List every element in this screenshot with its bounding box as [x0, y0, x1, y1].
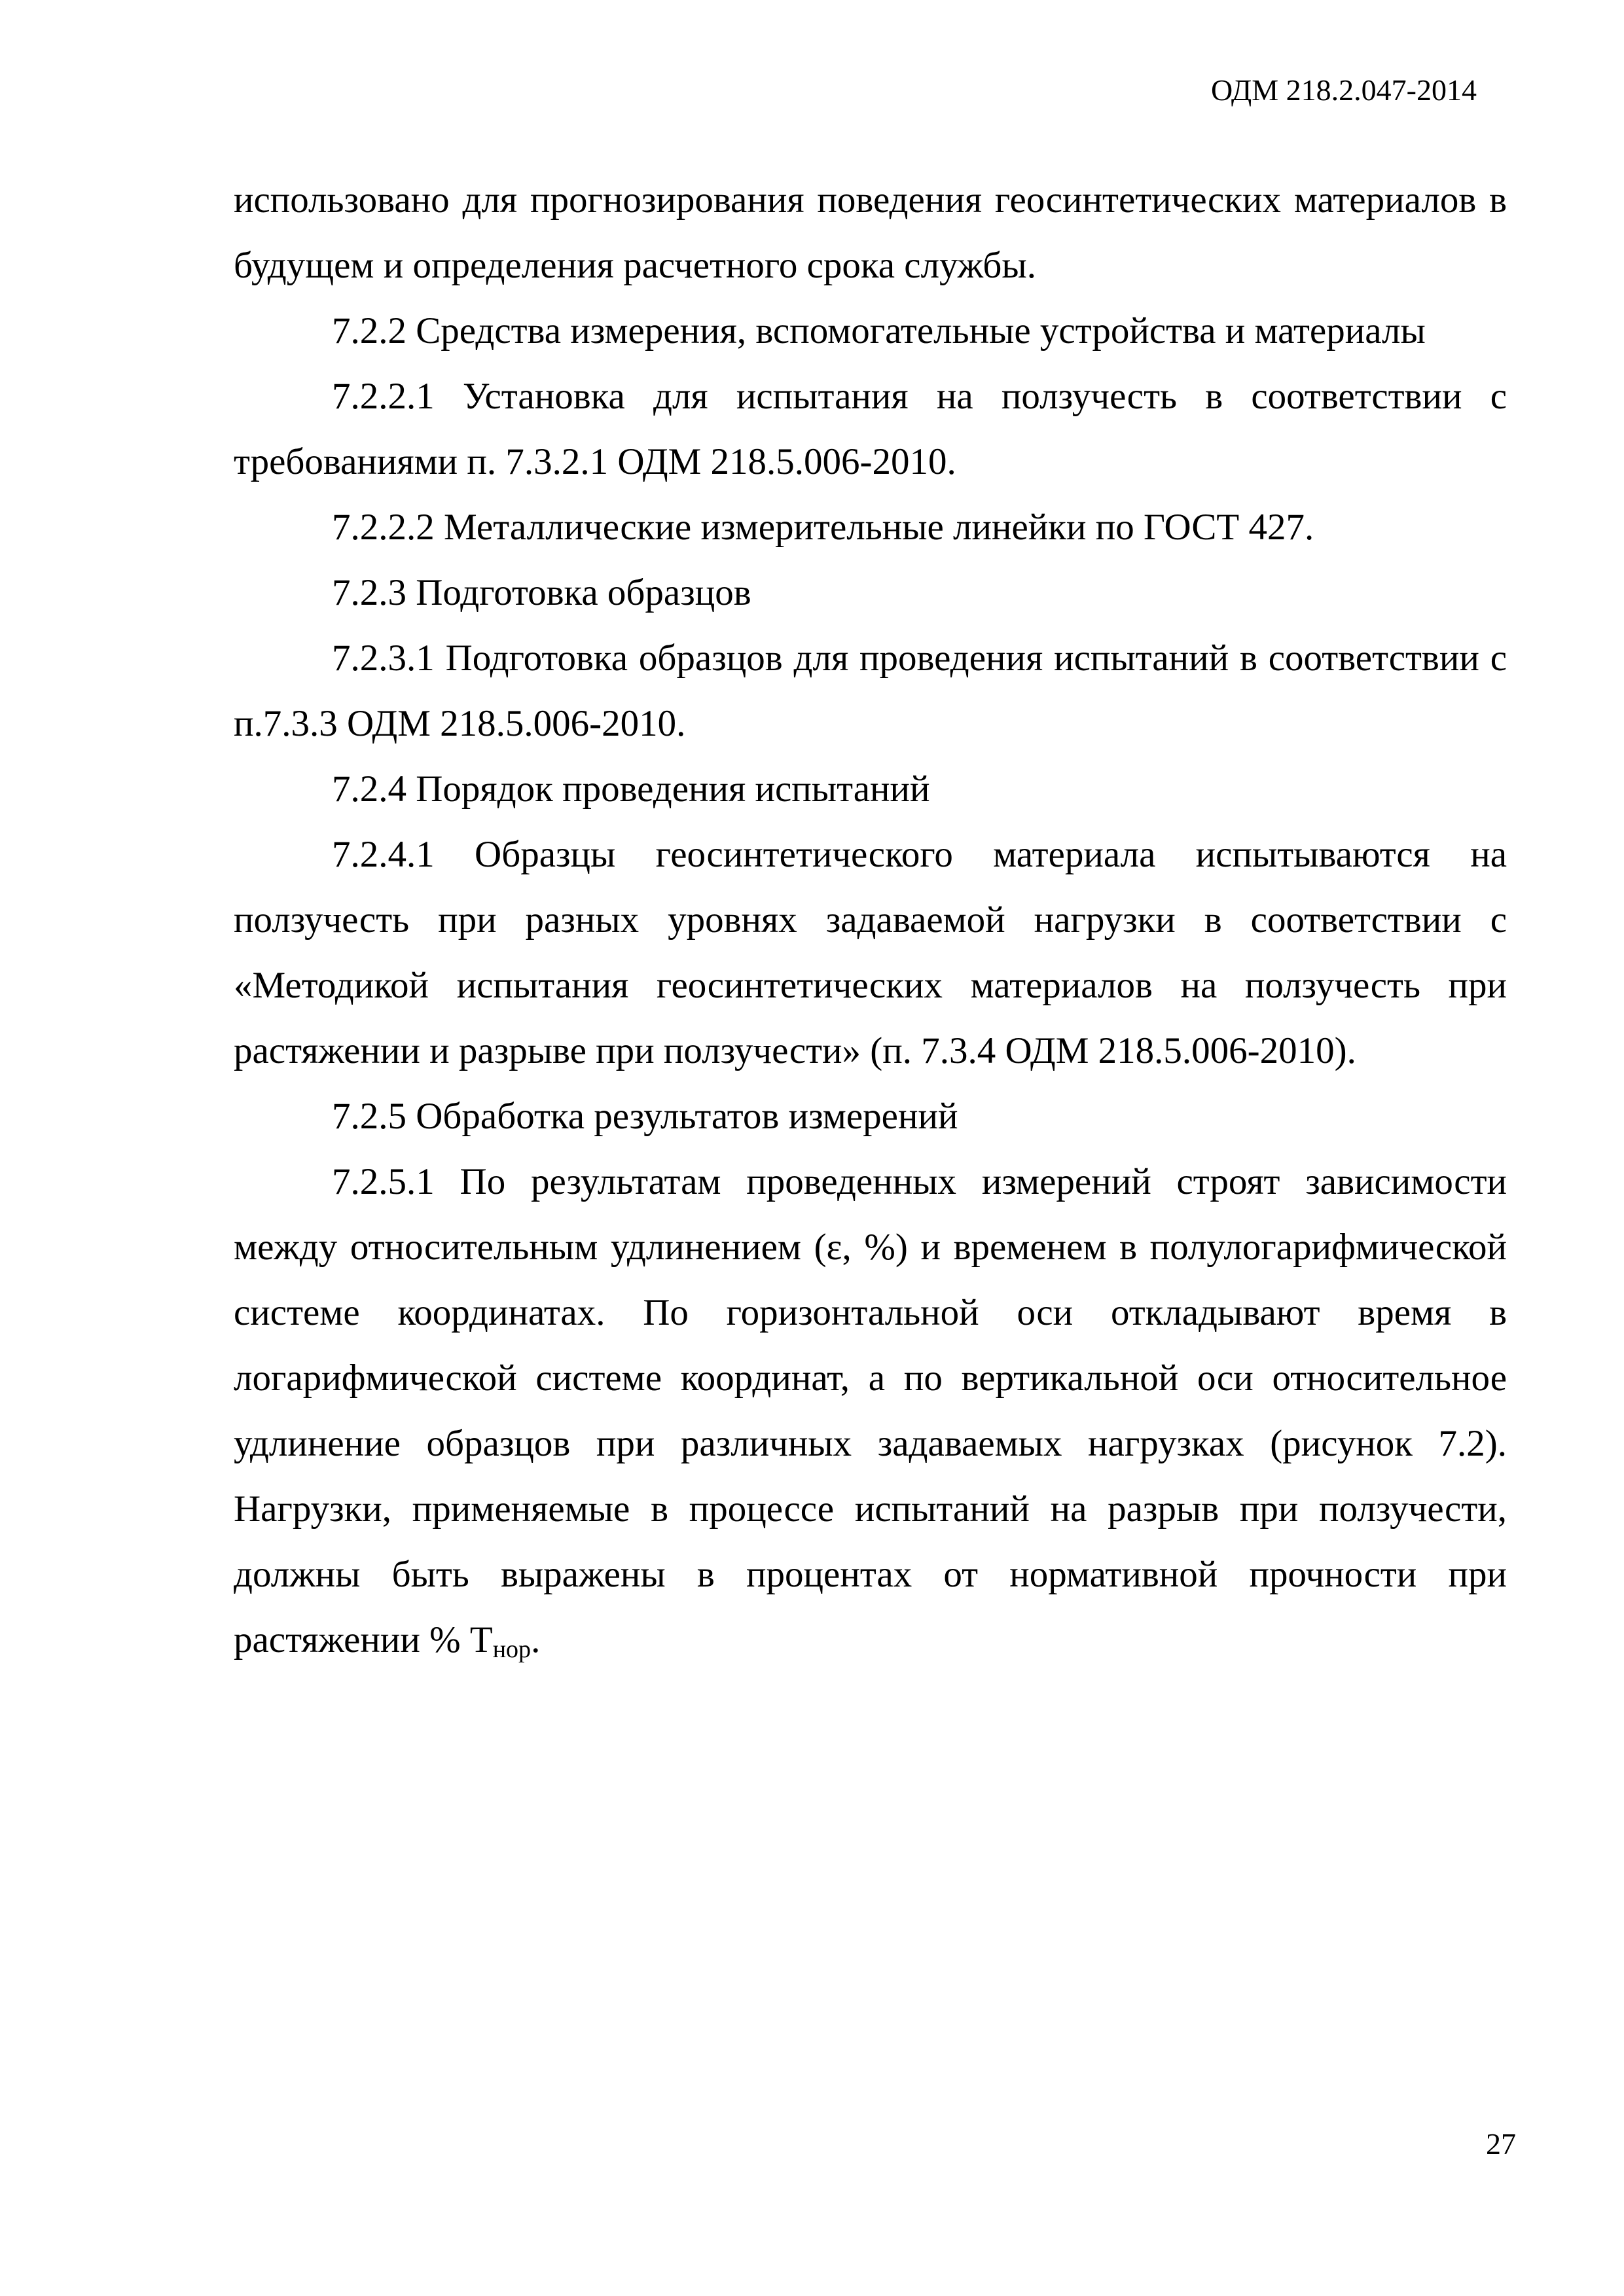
paragraph-continuation: использовано для прогнозирования поведения геосинтетических материалов в будущем и определения расчетного срока службы.: [234, 179, 1507, 286]
paragraph-7-2-3-1: 7.2.3.1 Подготовка образцов для проведения испытаний в соответствии с п.7.3.3 ОДМ 218.5.006-2010.: [234, 637, 1507, 744]
page-number: 27: [1486, 2127, 1516, 2161]
paragraph-7-2-2-1: 7.2.2.1 Установка для испытания на ползучесть в соответствии с требованиями п. 7.3.2.1 ОДМ 218.5.006-2010.: [234, 376, 1507, 482]
paragraph-7-2-4-1: 7.2.4.1 Образцы геосинтетического материала испытываются на ползучесть при разных уровнях задаваемой нагрузки в соответствии с «Методикой испытания геосинтетических материалов на ползучесть при растяжении и разрыве при ползучести» (п. 7.3.4 ОДМ 218.5.006-2010).: [234, 834, 1507, 1071]
paragraph-7-2-5-1-end: .: [531, 1619, 541, 1660]
section-heading-7-2-5: 7.2.5 Обработка результатов измерений: [332, 1096, 958, 1137]
section-heading-7-2-4: 7.2.4 Порядок проведения испытаний: [332, 768, 930, 810]
section-heading-7-2-3: 7.2.3 Подготовка образцов: [332, 572, 751, 613]
document-body: [234, 168, 1507, 1673]
t-nor-subscript: нор: [492, 1636, 532, 1663]
section-heading-7-2-2: 7.2.2 Средства измерения, вспомогательные устройства и материалы: [332, 310, 1426, 351]
document-code-header: ОДМ 218.2.047-2014: [1210, 73, 1477, 107]
paragraph-7-2-5-1: [234, 1149, 1507, 1673]
paragraph-7-2-2-2: 7.2.2.2 Металлические измерительные линейки по ГОСТ 427.: [332, 507, 1314, 548]
paragraph-7-2-5-1-text: 7.2.5.1 По результатам проведенных измерений строят зависимости между относительным удлинением (ε, %) и временем в полулогарифмической системе координатах. По горизонтальной оси откладывают время в логарифмической системе координат, а по вертикальной оси относительное удлинение образцов при различных задаваемых нагрузках (рисунок 7.2). Нагрузки, применяемые в процессе испытаний на разрыв при ползучести, должны быть выражены в процентах от нормативной прочности при растяжении % Т: [234, 1161, 1507, 1660]
